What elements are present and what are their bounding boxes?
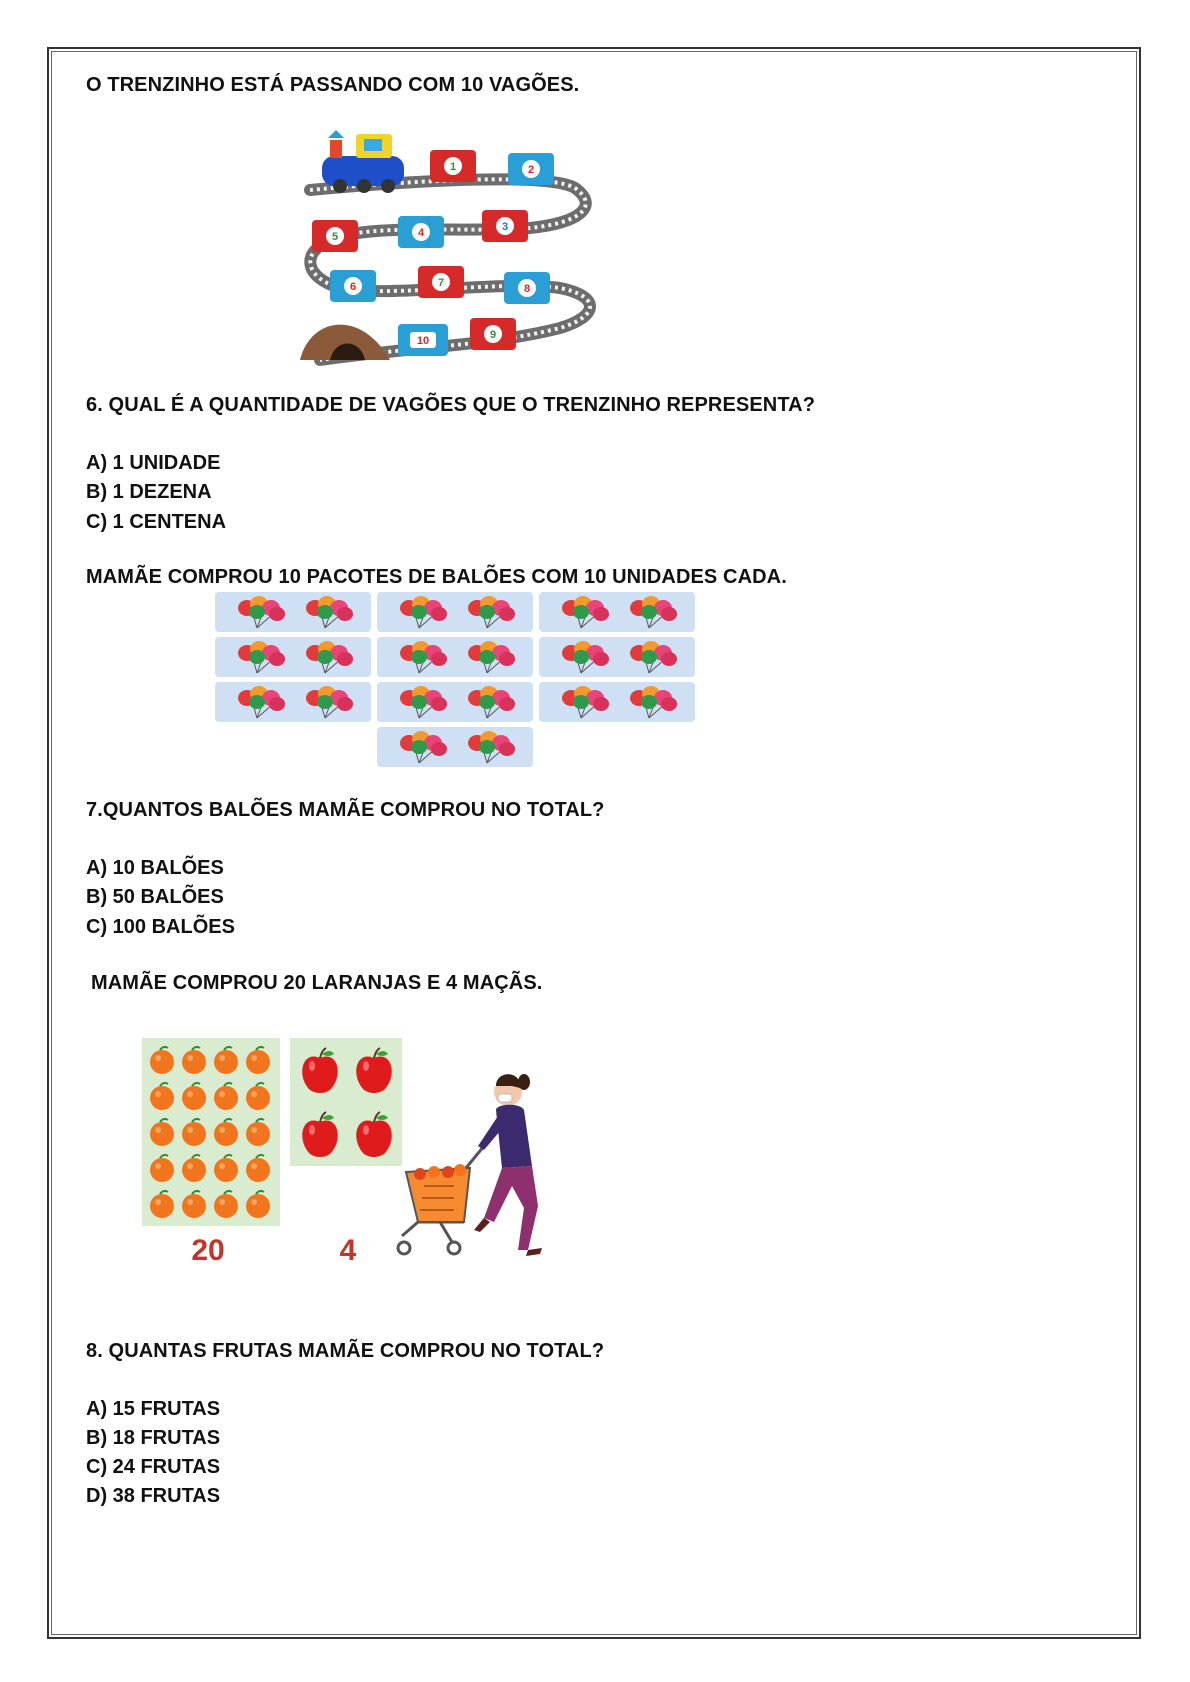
wagon-1: [430, 150, 476, 182]
question-7-text: 7.QUANTOS BALÕES MAMÃE COMPROU NO TOTAL?: [86, 799, 605, 821]
svg-text:3: 3: [501, 221, 509, 233]
balloon-pack-9: [539, 637, 695, 677]
fruits-illustration: [140, 1036, 600, 1276]
svg-text:1: 1: [449, 161, 457, 173]
balloon-pack-7: [377, 727, 533, 767]
question-8-option-d[interactable]: D) 38 FRUTAS: [86, 1485, 221, 1507]
train-illustration: [300, 128, 620, 388]
question-7-option-b[interactable]: B) 50 BALÕES: [86, 886, 224, 908]
wagon-9: [470, 318, 516, 350]
balloon-pack-10: [539, 682, 695, 722]
question-7-option-a[interactable]: A) 10 BALÕES: [86, 857, 224, 879]
wagon-2: [508, 153, 554, 185]
balloon-pack-1: [215, 592, 371, 632]
question-8-option-a[interactable]: A) 15 FRUTAS: [86, 1398, 221, 1420]
balloon-pack-2: [215, 637, 371, 677]
wagon-7: [418, 266, 464, 298]
svg-text:10: 10: [416, 335, 430, 347]
question-8-option-b[interactable]: B) 18 FRUTAS: [86, 1427, 221, 1449]
locomotive: [322, 130, 404, 193]
oranges-box: [142, 1038, 280, 1226]
wagon-8: [504, 272, 550, 304]
fruits-intro-text: MAMÃE COMPROU 20 LARANJAS E 4 MAÇÃS.: [91, 972, 543, 994]
apples-box: [290, 1038, 402, 1166]
question-7-option-c[interactable]: C) 100 BALÕES: [86, 916, 235, 938]
wagon-5: [312, 220, 358, 252]
balloons-intro-text: MAMÃE COMPROU 10 PACOTES DE BALÕES COM 10 UNIDADES CADA.: [86, 566, 787, 588]
balloon-pack-8: [539, 592, 695, 632]
svg-text:6: 6: [349, 281, 357, 293]
svg-text:9: 9: [489, 329, 497, 341]
wagon-10: [398, 324, 448, 356]
question-8-option-c[interactable]: C) 24 FRUTAS: [86, 1456, 221, 1478]
question-6-option-c[interactable]: C) 1 CENTENA: [86, 511, 227, 533]
svg-text:2: 2: [527, 164, 535, 176]
oranges-count-label: 20: [191, 1234, 225, 1267]
shopper-with-cart: [398, 1074, 542, 1256]
svg-text:7: 7: [437, 277, 445, 289]
svg-text:5: 5: [331, 231, 339, 243]
question-6-option-a[interactable]: A) 1 UNIDADE: [86, 452, 221, 474]
balloon-pack-3: [215, 682, 371, 722]
apples-count-label: 4: [339, 1234, 357, 1267]
tunnel: [300, 325, 390, 360]
train-intro-text: O TRENZINHO ESTÁ PASSANDO COM 10 VAGÕES.: [86, 74, 580, 96]
wagon-4: [398, 216, 444, 248]
balloon-packs-illustration: [215, 592, 705, 772]
svg-text:8: 8: [523, 283, 531, 295]
question-6-option-b[interactable]: B) 1 DEZENA: [86, 481, 212, 503]
balloon-pack-4: [377, 592, 533, 632]
wagon-3: [482, 210, 528, 242]
balloon-pack-6: [377, 682, 533, 722]
wagon-6: [330, 270, 376, 302]
question-8-text: 8. QUANTAS FRUTAS MAMÃE COMPROU NO TOTAL?: [86, 1340, 605, 1362]
svg-text:4: 4: [417, 227, 425, 239]
question-6-text: 6. QUAL É A QUANTIDADE DE VAGÕES QUE O TRENZINHO REPRESENTA?: [86, 394, 816, 416]
balloon-pack-5: [377, 637, 533, 677]
